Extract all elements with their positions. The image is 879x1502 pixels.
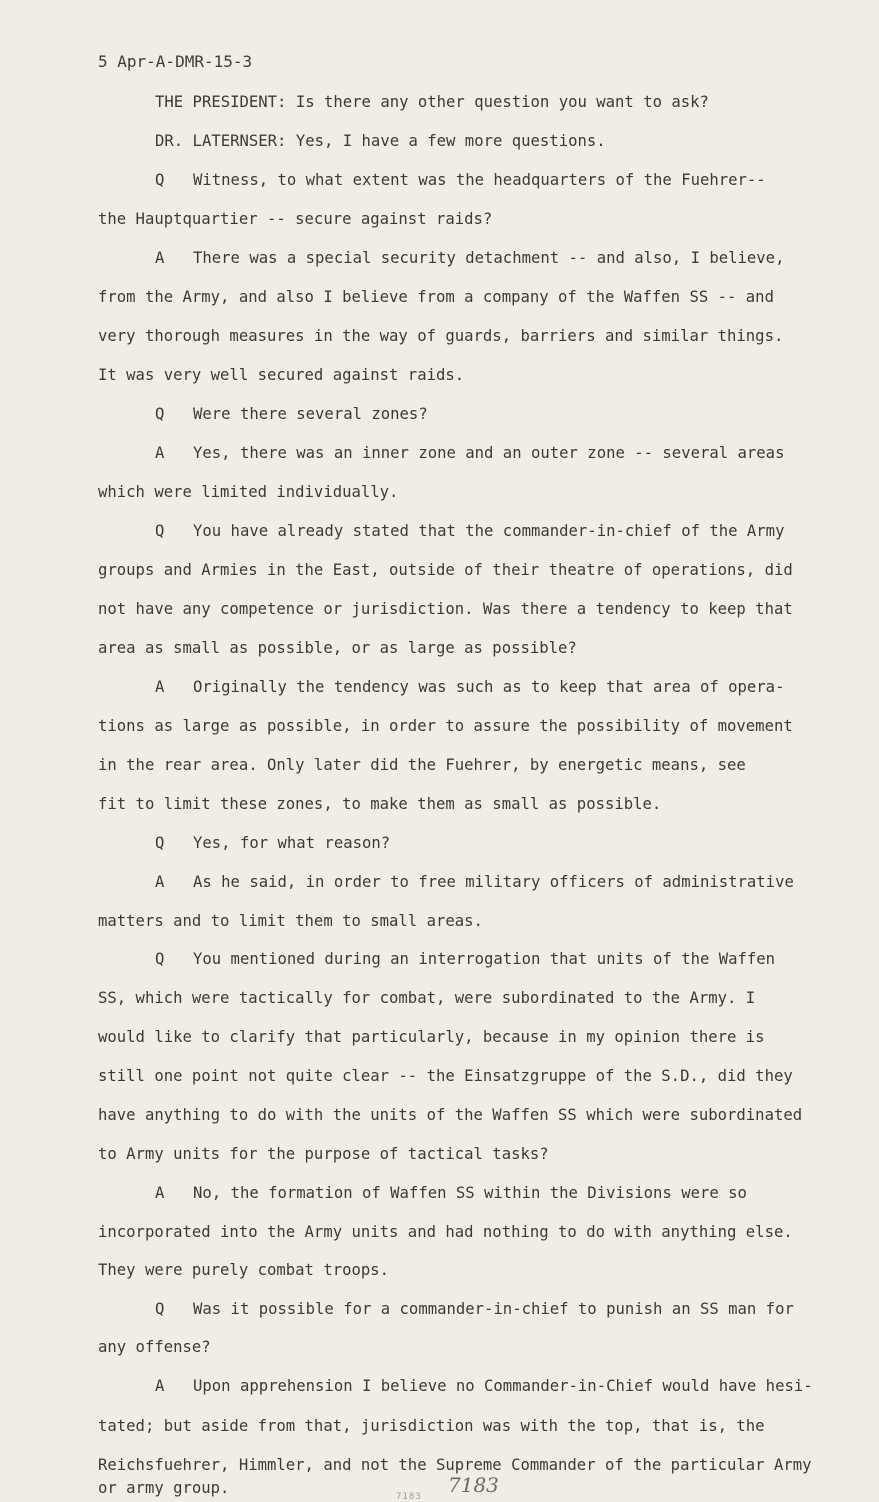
question-text: Was it possible for a commander-in-chief to punish an SS man for — [193, 1300, 794, 1318]
answer-label: A — [155, 1377, 165, 1395]
text-line — [155, 1300, 794, 1318]
question-text: You have already stated that the commander-in-chief of the Army — [193, 522, 785, 540]
text-line — [155, 405, 428, 423]
question-text: Witness, to what extent was the headquarters of the Fuehrer-- — [193, 171, 766, 189]
text-line: area as small as possible, or as large as possible? — [98, 639, 577, 657]
text-line — [155, 678, 784, 696]
answer-text: As he said, in order to free military officers of administrative — [193, 873, 794, 891]
text-line: DR. LATERNSER: Yes, I have a few more questions. — [155, 132, 606, 150]
text-line: fit to limit these zones, to make them as small as possible. — [98, 795, 662, 813]
text-line: in the rear area. Only later did the Fuehrer, by energetic means, see — [98, 756, 746, 774]
answer-label: A — [155, 444, 165, 462]
text-line: not have any competence or jurisdiction. Was there a tendency to keep that — [98, 600, 793, 618]
text-line — [155, 171, 766, 189]
answer-text: Yes, there was an inner zone and an outer zone -- several areas — [193, 444, 785, 462]
page-number-typed: 7183 — [396, 1492, 422, 1502]
text-line: groups and Armies in the East, outside of their theatre of operations, did — [98, 561, 793, 579]
text-line — [155, 950, 775, 968]
text-line — [155, 834, 390, 852]
question-label: Q — [155, 1300, 165, 1318]
question-label: Q — [155, 950, 165, 968]
text-line — [155, 873, 794, 891]
question-label: Q — [155, 522, 165, 540]
text-line: incorporated into the Army units and had nothing to do with anything else. — [98, 1223, 793, 1241]
text-line: or army group. — [98, 1479, 230, 1497]
text-line: from the Army, and also I believe from a company of the Waffen SS -- and — [98, 288, 774, 306]
text-line — [155, 444, 784, 462]
text-line: SS, which were tactically for combat, were subordinated to the Army. I — [98, 989, 756, 1007]
answer-text: Originally the tendency was such as to keep that area of opera- — [193, 678, 785, 696]
question-text: Were there several zones? — [193, 405, 428, 423]
text-line — [155, 1377, 813, 1395]
answer-text: There was a special security detachment -- and also, I believe, — [193, 249, 785, 267]
question-label: Q — [155, 171, 165, 189]
text-line: the Hauptquartier -- secure against raids? — [98, 210, 493, 228]
text-line — [155, 1184, 747, 1202]
text-line — [155, 522, 784, 540]
answer-text: No, the formation of Waffen SS within the Divisions were so — [193, 1184, 747, 1202]
text-line: THE PRESIDENT: Is there any other question you want to ask? — [155, 93, 709, 111]
text-line: to Army units for the purpose of tactical tasks? — [98, 1145, 549, 1163]
text-line: which were limited individually. — [98, 483, 399, 501]
answer-label: A — [155, 678, 165, 696]
answer-label: A — [155, 1184, 165, 1202]
text-line: have anything to do with the units of the Waffen SS which were subordinated — [98, 1106, 803, 1124]
answer-text: Upon apprehension I believe no Commander-in-Chief would have hesi- — [193, 1377, 813, 1395]
question-text: Yes, for what reason? — [193, 834, 391, 852]
question-text: You mentioned during an interrogation that units of the Waffen — [193, 950, 776, 968]
text-line: would like to clarify that particularly, because in my opinion there is — [98, 1028, 765, 1046]
answer-label: A — [155, 873, 165, 891]
text-line: It was very well secured against raids. — [98, 366, 465, 384]
question-label: Q — [155, 834, 165, 852]
text-line: still one point not quite clear -- the Einsatzgruppe of the S.D., did they — [98, 1067, 793, 1085]
document-header: 5 Apr-A-DMR-15-3 — [98, 52, 253, 71]
text-line: They were purely combat troops. — [98, 1261, 390, 1279]
question-label: Q — [155, 405, 165, 423]
text-line: tions as large as possible, in order to assure the possibility of movement — [98, 717, 793, 735]
page-number-handwritten: 7183 — [448, 1473, 499, 1497]
text-line: any offense? — [98, 1338, 211, 1356]
text-line: tated; but aside from that, jurisdiction was with the top, that is, the — [98, 1417, 765, 1435]
text-line: matters and to limit them to small areas. — [98, 912, 483, 930]
text-line — [155, 249, 784, 267]
answer-label: A — [155, 249, 165, 267]
text-line: very thorough measures in the way of guards, barriers and similar things. — [98, 327, 784, 345]
text-line: Reichsfuehrer, Himmler, and not the Supreme Commander of the particular Army — [98, 1456, 812, 1474]
